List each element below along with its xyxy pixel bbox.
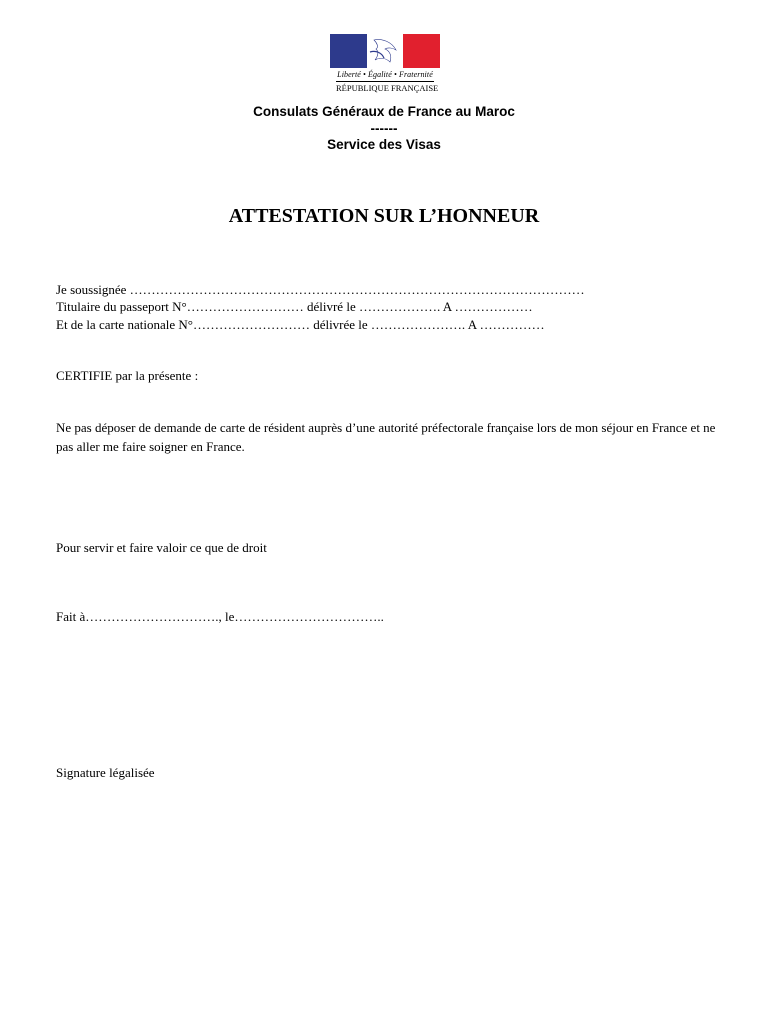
statement-paragraph: Ne pas déposer de demande de carte de résident auprès d’une autorité préfectorale française lors de mon séjour en France et ne pas aller me faire soigner en France.	[56, 420, 716, 454]
tricolor-flag-icon	[330, 34, 440, 68]
header-org: Consulats Généraux de France au Maroc	[253, 104, 515, 119]
place-date-line: Fait à…………………………., le……………………………..	[56, 609, 384, 624]
form-line-name: Je soussignée ……………………………………………………………………………………………	[56, 282, 585, 297]
logo-republic-name: RÉPUBLIQUE FRANÇAISE	[336, 83, 439, 93]
certify-text: CERTIFIE par la présente :	[56, 368, 199, 383]
closing-text: Pour servir et faire valoir ce que de droit	[56, 540, 267, 555]
header-service: Service des Visas	[327, 137, 441, 152]
marianne-logo	[330, 34, 440, 93]
header-separator: ------	[370, 121, 398, 136]
form-line-passport: Titulaire du passeport N°……………………… délivré le ………………. A ………………	[56, 299, 533, 314]
form-line-id-card: Et de la carte nationale N°……………………… délivrée le …………………. A ……………	[56, 317, 545, 332]
logo-motto: Liberté • Égalité • Fraternité	[337, 70, 433, 79]
signature-label: Signature légalisée	[56, 765, 155, 780]
document-title: ATTESTATION SUR L’HONNEUR	[228, 205, 540, 227]
